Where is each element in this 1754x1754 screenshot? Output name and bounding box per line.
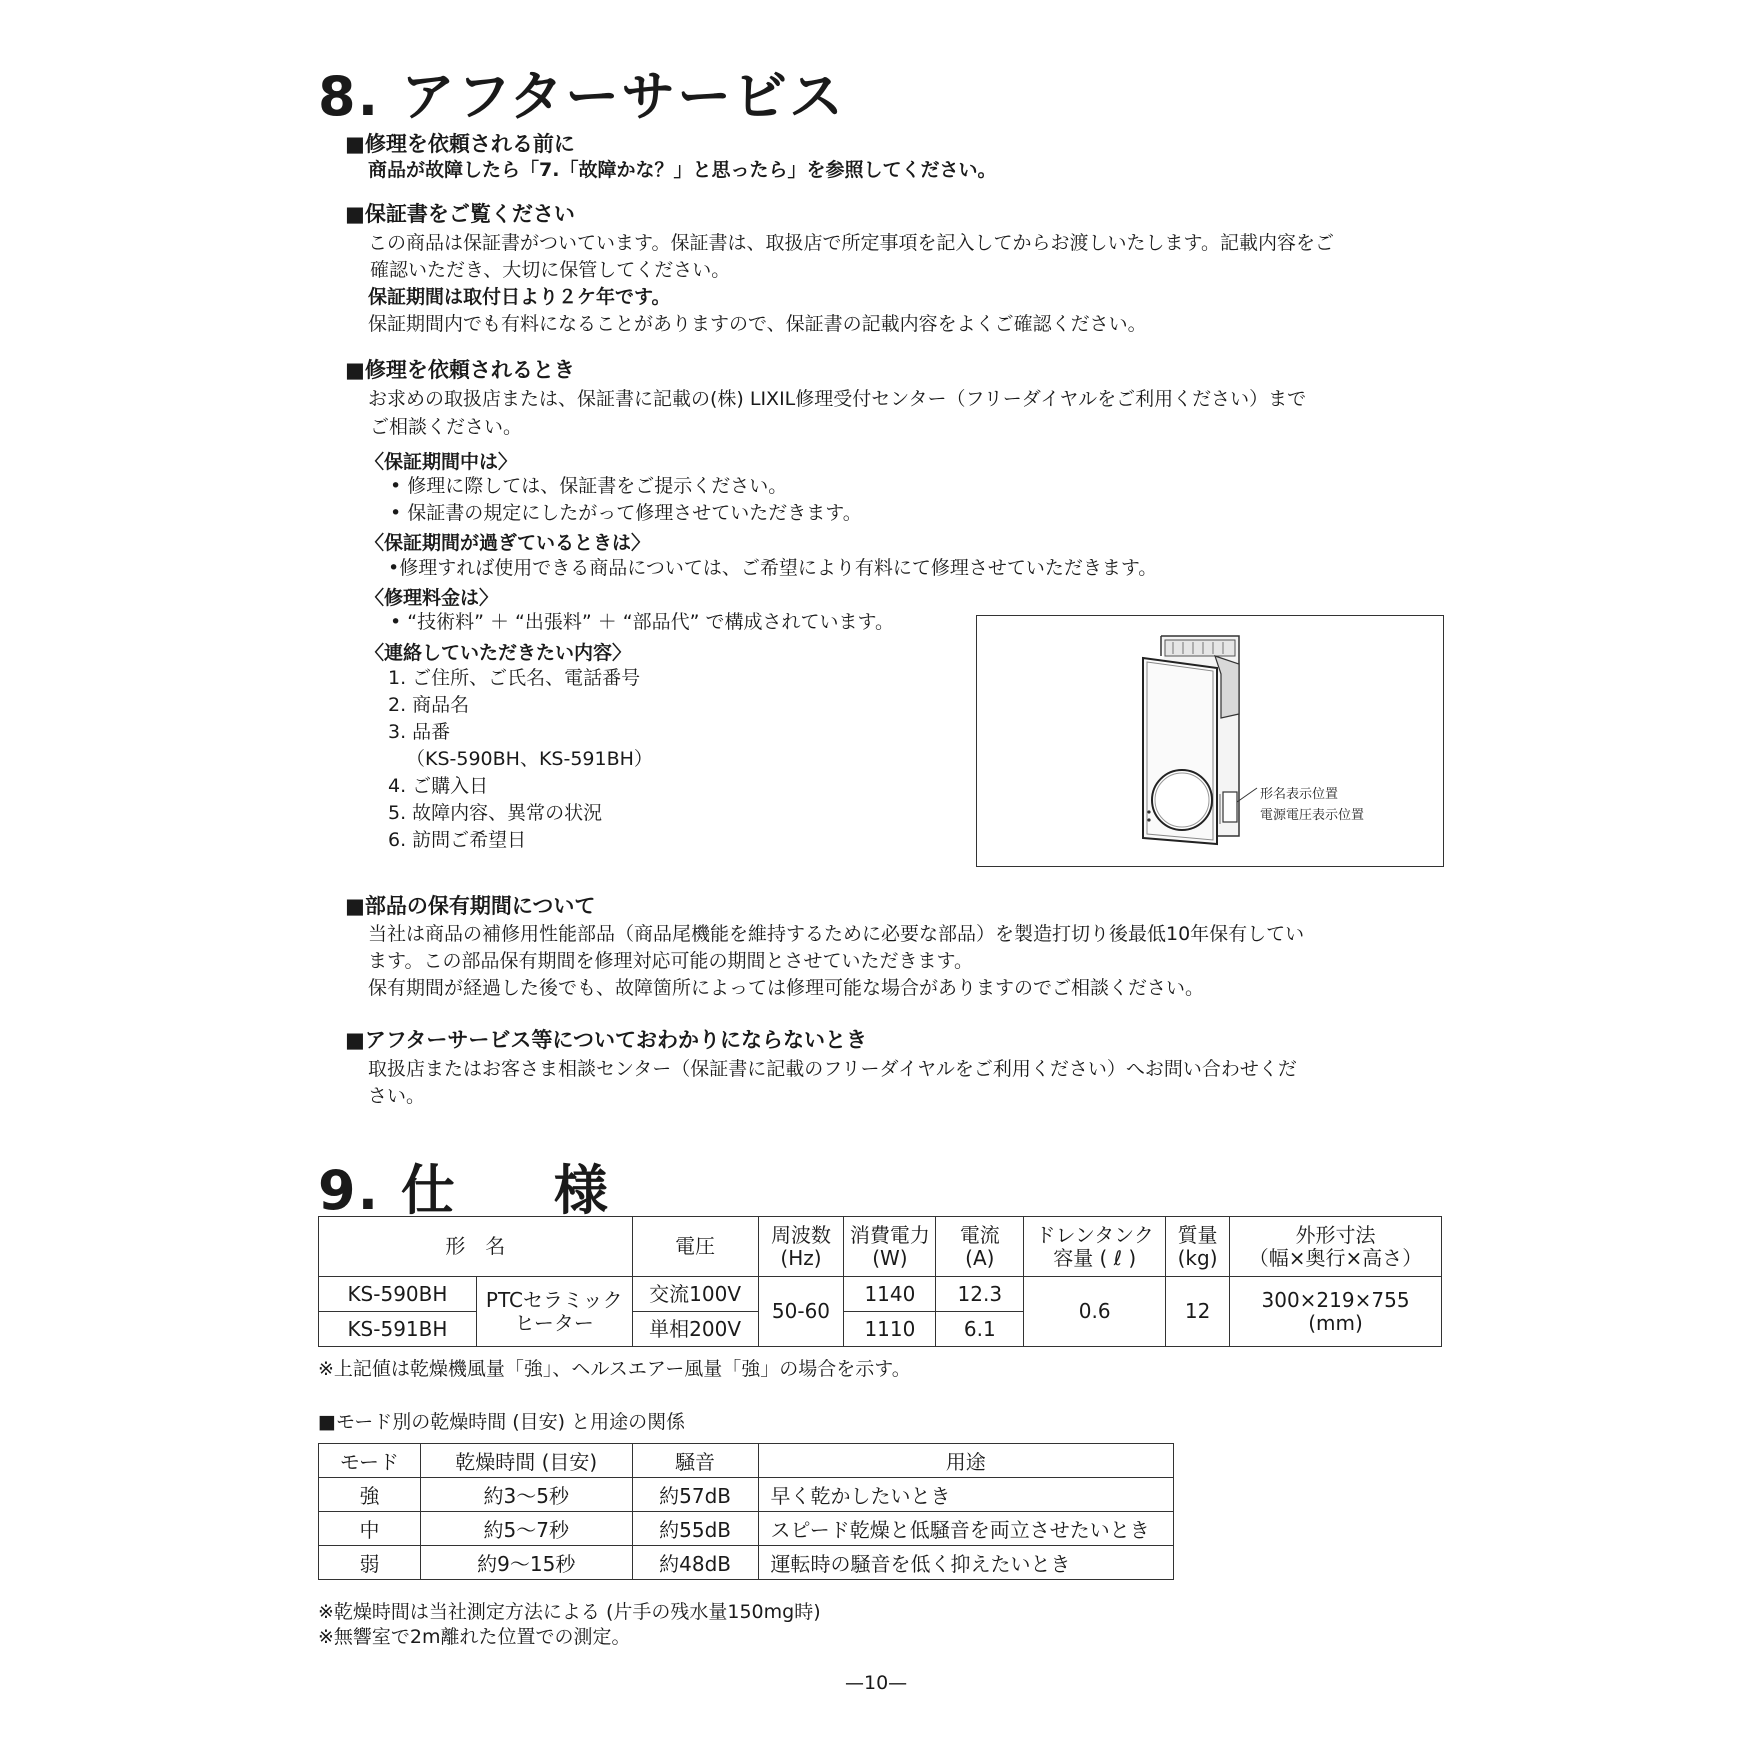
section-9-number: 9. [318, 1159, 381, 1222]
spec-dimensions-cell: 300×219×755 (mm) [1230, 1277, 1442, 1347]
spec-header-dimensions: 外形寸法 （幅×奥行×高さ） [1230, 1217, 1442, 1277]
fee-item: • “技術料” ＋ “出張料” ＋ “部品代” で構成されています。 [390, 611, 894, 633]
spec-voltage-cell: 交流100V [632, 1277, 758, 1312]
dry-time-cell: 約9〜15秒 [420, 1546, 632, 1580]
parts-heading: ■部品の保有期間について [345, 894, 596, 918]
inquiry-heading: ■アフターサービス等についておわかりにならないとき [345, 1028, 867, 1052]
spec-header-drain-tank: ドレンタンク 容量 ( ℓ ) [1024, 1217, 1166, 1277]
warranty-heading: ■保証書をご覧ください [345, 202, 575, 226]
spec-frequency-cell: 50-60 [758, 1277, 844, 1347]
mode-cell: 弱 [319, 1546, 421, 1580]
mode-note-1: ※乾燥時間は当社測定方法による (片手の残水量150mg時) [318, 1601, 821, 1623]
request-heading: ■修理を依頼されるとき [345, 358, 575, 382]
usage-cell: 運転時の騒音を低く抑えたいとき [758, 1546, 1173, 1580]
contact-item: （KS-590BH、KS-591BH） [406, 748, 653, 770]
inquiry-line-1: 取扱店またはお客さま相談センター（保証書に記載のフリーダイヤルをご利用ください）へお問い合わせくだ [368, 1058, 1297, 1080]
spec-power-cell: 1140 [844, 1277, 936, 1312]
spec-header-frequency: 周波数 (Hz) [758, 1217, 844, 1277]
mode-note-2: ※無響室で2m離れた位置での測定。 [318, 1626, 631, 1648]
warranty-line-3: 保証期間内でも有料になることがありますので、保証書の記載内容をよくご確認ください。 [368, 313, 1147, 335]
warranty-line-1: この商品は保証書がついています。保証書は、取扱店で所定事項を記入してからお渡しいたします。記載内容をご [368, 232, 1334, 254]
mode-cell: 中 [319, 1512, 421, 1546]
mode-header-mode: モード [319, 1444, 421, 1478]
contact-label: 〈連絡していただきたい内容〉 [365, 642, 632, 664]
warranty-period: 保証期間は取付日より２ケ年です。 [368, 286, 671, 308]
section-9-title-text: 仕 様 [400, 1159, 648, 1222]
parts-line-1: 当社は商品の補修用性能部品（商品尾機能を維持するために必要な部品）を製造打切り後最低10年保有してい [368, 923, 1305, 945]
mode-cell: 強 [319, 1478, 421, 1512]
product-figure [976, 615, 1444, 867]
spec-header-current: 電流 (A) [936, 1217, 1024, 1277]
spec-header-model: 形 名 [319, 1217, 633, 1277]
table-row [319, 1512, 1174, 1546]
model-label-position-text: 形名表示位置 [1260, 787, 1339, 802]
contact-item: 3. 品番 [388, 721, 451, 743]
mode-header-row [319, 1444, 1174, 1478]
spec-heater-cell: PTCセラミック ヒーター [476, 1277, 632, 1347]
spec-header-voltage: 電圧 [632, 1217, 758, 1277]
contact-item: 4. ご購入日 [388, 775, 489, 797]
noise-cell: 約57dB [632, 1478, 758, 1512]
usage-cell: スピード乾燥と低騒音を両立させたいとき [758, 1512, 1173, 1546]
page-number: —10— [845, 1672, 908, 1694]
spec-current-cell: 12.3 [936, 1277, 1024, 1312]
section-8-title: 8. アフターサービス [318, 65, 846, 128]
usage-cell: 早く乾かしたいとき [758, 1478, 1173, 1512]
inquiry-line-2: さい。 [368, 1085, 426, 1107]
dry-time-cell: 約5〜7秒 [420, 1512, 632, 1546]
spec-power-cell: 1110 [844, 1312, 936, 1347]
after-period-label: 〈保証期間が過ぎているときは〉 [365, 532, 651, 554]
spec-header-power: 消費電力 (W) [844, 1217, 936, 1277]
voltage-label-position-text: 電源電圧表示位置 [1260, 808, 1365, 823]
before-repair-heading: ■修理を依頼される前に [345, 132, 575, 156]
parts-line-3: 保有期間が経過した後でも、故障箇所によっては修理可能な場合がありますのでご相談ください。 [368, 977, 1205, 999]
spec-drain-cell: 0.6 [1024, 1277, 1166, 1347]
mode-table [318, 1443, 1174, 1580]
request-line-2: ご相談ください。 [370, 416, 523, 438]
mode-table-heading: ■モード別の乾燥時間 (目安) と用途の関係 [318, 1411, 686, 1433]
noise-cell: 約55dB [632, 1512, 758, 1546]
section-9-title [318, 1148, 648, 1225]
contact-item: 2. 商品名 [388, 694, 470, 716]
in-period-item-2: • 保証書の規定にしたがって修理させていただきます。 [390, 502, 862, 524]
hand-dryer-illustration [977, 616, 1443, 866]
in-period-label: 〈保証期間中は〉 [365, 451, 518, 473]
spec-model-cell: KS-591BH [319, 1312, 477, 1347]
noise-cell: 約48dB [632, 1546, 758, 1580]
spec-mass-cell: 12 [1166, 1277, 1230, 1347]
mode-header-noise: 騒音 [632, 1444, 758, 1478]
dry-time-cell: 約3〜5秒 [420, 1478, 632, 1512]
spec-note: ※上記値は乾燥機風量「強」、ヘルスエアー風量「強」の場合を示す。 [318, 1358, 911, 1380]
contact-item: 5. 故障内容、異常の状況 [388, 802, 603, 824]
spec-voltage-cell: 単相200V [632, 1312, 758, 1347]
spec-header-mass: 質量 (kg) [1166, 1217, 1230, 1277]
contact-item: 6. 訪問ご希望日 [388, 829, 527, 851]
in-period-item-1: • 修理に際しては、保証書をご提示ください。 [390, 475, 788, 497]
table-row [319, 1277, 1442, 1312]
mode-header-dry-time: 乾燥時間 (目安) [420, 1444, 632, 1478]
spec-header-row [319, 1217, 1442, 1277]
table-row [319, 1478, 1174, 1512]
mode-header-usage: 用途 [758, 1444, 1173, 1478]
spec-current-cell: 6.1 [936, 1312, 1024, 1347]
after-period-item: •修理すれば使用できる商品については、ご希望により有料にて修理させていただきます。 [388, 557, 1158, 579]
contact-item: 1. ご住所、ご氏名、電話番号 [388, 667, 641, 689]
spec-table [318, 1216, 1442, 1347]
table-row [319, 1546, 1174, 1580]
fee-label: 〈修理料金は〉 [365, 587, 499, 609]
request-line-1: お求めの取扱店または、保証書に記載の(株) LIXIL修理受付センター（フリーダイヤルをご利用ください）まで [368, 388, 1307, 410]
before-repair-text: 商品が故障したら「7.「故障かな？」と思ったら」を参照してください。 [368, 159, 997, 181]
spec-model-cell: KS-590BH [319, 1277, 477, 1312]
warranty-line-2: 確認いただき、大切に保管してください。 [370, 259, 731, 281]
parts-line-2: ます。この部品保有期間を修理対応可能の期間とさせていただきます。 [368, 950, 973, 972]
